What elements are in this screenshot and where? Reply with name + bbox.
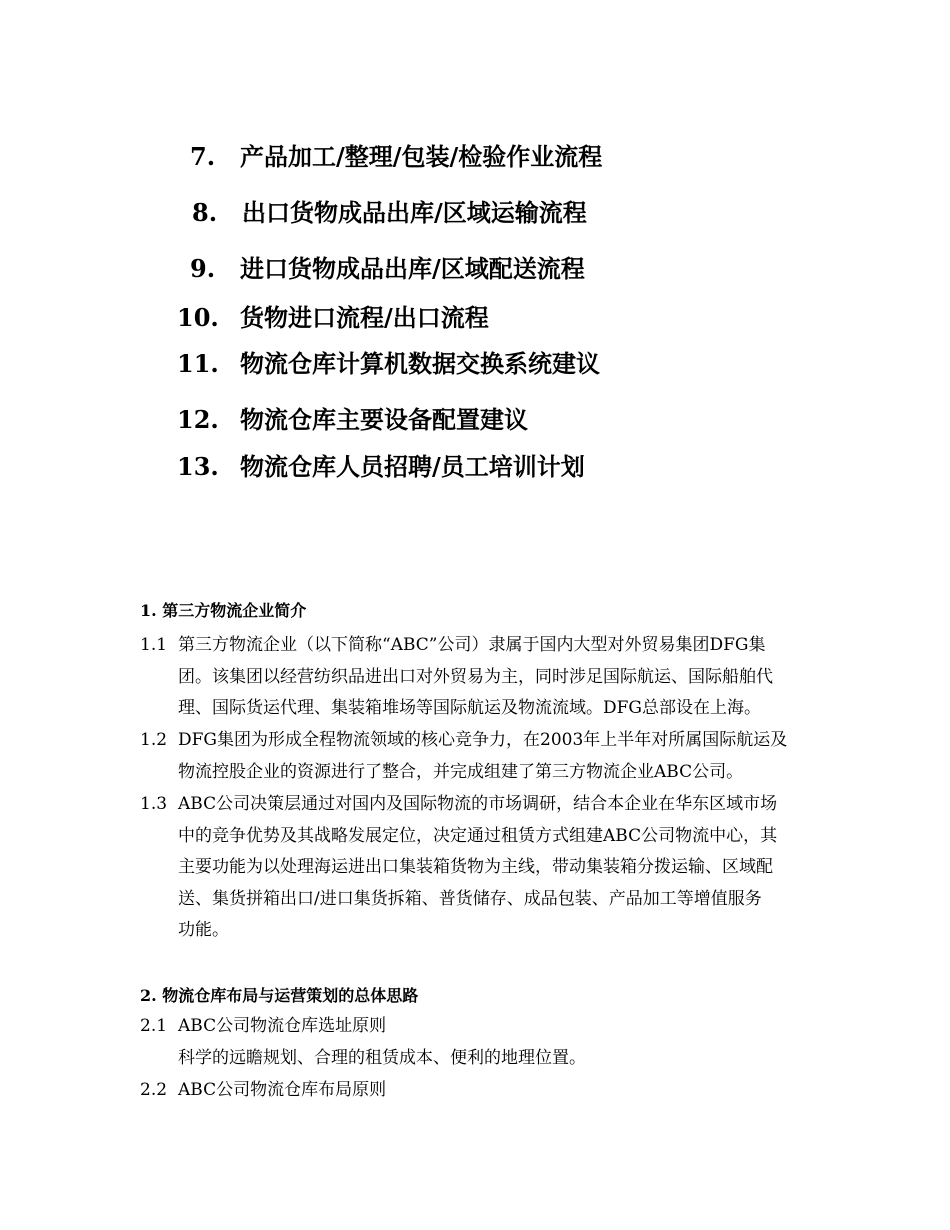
paragraph-number: 2.1 (140, 1016, 168, 1036)
paragraph-line: 主要功能为以处理海运进出口集装箱货物为主线，带动集装箱分拨运输、区域配 (178, 857, 773, 877)
paragraph-number: 1.3 (140, 794, 168, 814)
toc-text: 物流仓库计算机数据交换系统建议 (240, 349, 600, 378)
toc-text: 货物进口流程/出口流程 (240, 303, 489, 332)
paragraph-line: ABC公司物流仓库选址原则 (178, 1016, 387, 1036)
paragraph-line: ABC公司物流仓库布局原则 (178, 1080, 387, 1100)
paragraph-line: 中的竞争优势及其战略发展定位，决定通过租赁方式组建ABC公司物流中心，其 (178, 825, 778, 846)
toc-number: 8. (192, 198, 218, 227)
paragraph-number: 2.2 (140, 1080, 168, 1100)
section-1-heading: 1. 第三方物流企业简介 (140, 601, 307, 620)
toc-number: 7. (190, 142, 216, 171)
toc-number: 9. (190, 254, 216, 283)
paragraph-number: 1.2 (140, 730, 168, 750)
paragraph-line: 第三方物流企业（以下简称“ABC”公司）隶属于国内大型对外贸易集团DFG集 (178, 635, 766, 655)
toc-text: 物流仓库主要设备配置建议 (240, 405, 528, 434)
paragraph-line: 送、集货拼箱出口/进口集货拆箱、普货储存、成品包装、产品加工等增值服务 (178, 888, 762, 909)
paragraph-line: 理、国际货运代理、集装箱堆场等国际航运及物流流域。DFG总部设在上海。 (178, 698, 762, 718)
toc-text: 进口货物成品出库/区域配送流程 (240, 254, 585, 283)
toc-number: 12. (177, 405, 219, 434)
section-2-heading: 2. 物流仓库布局与运营策划的总体思路 (140, 986, 419, 1005)
paragraph-line: DFG集团为形成全程物流领域的核心竞争力，在2003年上半年对所属国际航运及 (178, 730, 788, 750)
paragraph-line: 功能。 (178, 920, 229, 940)
paragraph-body (178, 1075, 838, 1107)
toc-text: 产品加工/整理/包装/检验作业流程 (240, 142, 603, 171)
paragraph-body (178, 789, 838, 947)
toc-number: 11. (177, 349, 219, 378)
paragraph-line: 物流控股企业的资源进行了整合，并完成组建了第三方物流企业ABC公司。 (178, 761, 744, 782)
paragraph-number: 1.1 (140, 635, 168, 655)
paragraph-line: 团。该集团以经营纺织品进出口对外贸易为主，同时涉足国际航运、国际船舶代 (178, 666, 773, 687)
paragraph-line: 科学的远瞻规划、合理的租赁成本、便利的地理位置。 (178, 1047, 586, 1068)
paragraph-body (178, 725, 838, 788)
toc-number: 10. (177, 303, 219, 332)
toc-text: 物流仓库人员招聘/员工培训计划 (240, 452, 585, 481)
paragraph-body (178, 630, 838, 725)
toc-text: 出口货物成品出库/区域运输流程 (242, 198, 587, 227)
paragraph-line: ABC公司决策层通过对国内及国际物流的市场调研，结合本企业在华东区域市场 (178, 794, 778, 814)
paragraph-body (178, 1011, 838, 1074)
toc-number: 13. (177, 452, 219, 481)
